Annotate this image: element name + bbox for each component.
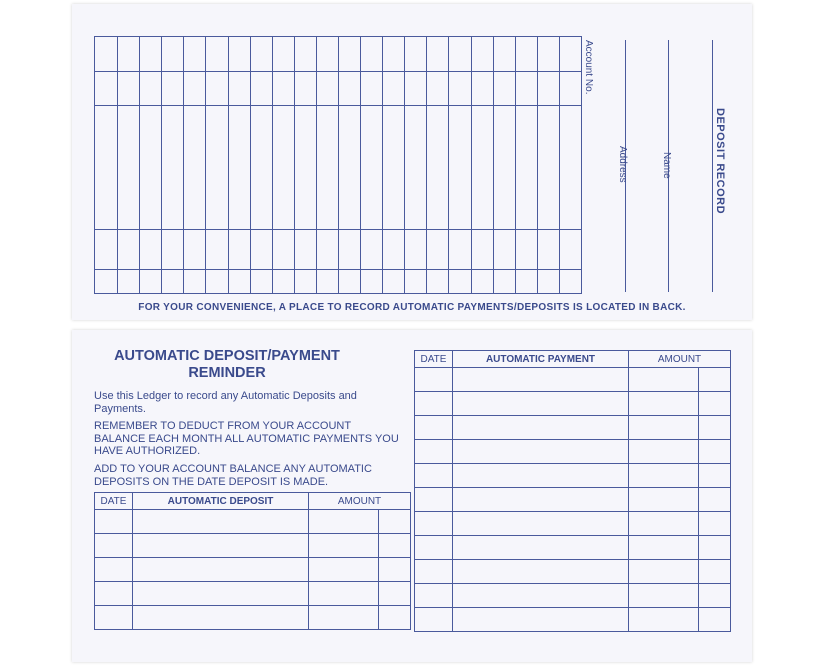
automatic-payment-header: AUTOMATIC PAYMENT bbox=[453, 351, 629, 368]
table-row bbox=[415, 536, 731, 560]
ledger-cell bbox=[453, 440, 629, 464]
amount-header: AMOUNT bbox=[309, 493, 411, 510]
ledger-cell bbox=[95, 582, 133, 606]
table-row bbox=[415, 416, 731, 440]
ledger-cell bbox=[415, 392, 453, 416]
deduct-note: REMEMBER TO DEDUCT FROM YOUR ACCOUNT BALANCE EACH MONTH ALL AUTOMATIC PAYMENTS YOU HAVE AUTHORIZED. bbox=[94, 420, 399, 457]
reminder-title bbox=[102, 348, 352, 382]
table-row bbox=[95, 510, 411, 534]
grid-column-line bbox=[139, 37, 140, 293]
ledger-cell bbox=[95, 510, 133, 534]
reminder-title-line2: REMINDER bbox=[188, 365, 266, 381]
name-label: Name bbox=[661, 152, 672, 179]
grid-column-line bbox=[316, 37, 317, 293]
ledger-cell bbox=[309, 558, 379, 582]
grid-column-line bbox=[382, 37, 383, 293]
ledger-cell bbox=[133, 582, 309, 606]
ledger-cell bbox=[415, 416, 453, 440]
grid-column-line bbox=[493, 37, 494, 293]
ledger-cell bbox=[453, 488, 629, 512]
ledger-cell bbox=[629, 536, 699, 560]
table-row bbox=[95, 534, 411, 558]
grid-column-line bbox=[404, 37, 405, 293]
grid-column-line bbox=[448, 37, 449, 293]
deposit-record-page bbox=[72, 4, 752, 320]
amount-header: AMOUNT bbox=[629, 351, 731, 368]
ledger-cell bbox=[699, 488, 731, 512]
table-row bbox=[415, 608, 731, 632]
ledger-cell bbox=[629, 584, 699, 608]
grid-column-line bbox=[228, 37, 229, 293]
table-row bbox=[415, 560, 731, 584]
table-row bbox=[95, 582, 411, 606]
ledger-cell bbox=[415, 536, 453, 560]
ledger-cell bbox=[379, 510, 411, 534]
ledger-cell bbox=[133, 534, 309, 558]
ledger-cell bbox=[95, 534, 133, 558]
add-note: ADD TO YOUR ACCOUNT BALANCE ANY AUTOMATIC DEPOSITS ON THE DATE DEPOSIT IS MADE. bbox=[94, 463, 372, 488]
table-row bbox=[95, 558, 411, 582]
grid-row-line bbox=[95, 105, 581, 106]
ledger-cell bbox=[415, 368, 453, 392]
table-row bbox=[415, 464, 731, 488]
table-row bbox=[415, 584, 731, 608]
date-header: DATE bbox=[415, 351, 453, 368]
grid-column-line bbox=[515, 37, 516, 293]
footer-note: FOR YOUR CONVENIENCE, A PLACE TO RECORD AUTOMATIC PAYMENTS/DEPOSITS IS LOCATED IN BACK. bbox=[138, 302, 686, 313]
ledger-cell bbox=[379, 534, 411, 558]
ledger-cell bbox=[453, 416, 629, 440]
ledger-cell bbox=[699, 368, 731, 392]
grid-column-line bbox=[338, 37, 339, 293]
ledger-cell bbox=[309, 510, 379, 534]
grid-column-line bbox=[183, 37, 184, 293]
ledger-cell bbox=[629, 464, 699, 488]
ledger-cell bbox=[629, 368, 699, 392]
table-row bbox=[415, 488, 731, 512]
ledger-cell bbox=[699, 416, 731, 440]
ledger-cell bbox=[629, 560, 699, 584]
ledger-cell bbox=[309, 534, 379, 558]
ledger-cell bbox=[415, 608, 453, 632]
date-header: DATE bbox=[95, 493, 133, 510]
grid-column-line bbox=[471, 37, 472, 293]
grid-column-line bbox=[559, 37, 560, 293]
intro-text: Use this Ledger to record any Automatic Deposits and Payments. bbox=[94, 390, 357, 415]
ledger-cell bbox=[415, 488, 453, 512]
ledger-cell bbox=[699, 608, 731, 632]
ledger-cell bbox=[379, 606, 411, 630]
table-row bbox=[415, 440, 731, 464]
grid-column-line bbox=[117, 37, 118, 293]
ledger-cell bbox=[699, 392, 731, 416]
ledger-cell bbox=[415, 464, 453, 488]
ledger-cell bbox=[95, 558, 133, 582]
automatic-deposit-header: AUTOMATIC DEPOSIT bbox=[133, 493, 309, 510]
grid-column-line bbox=[360, 37, 361, 293]
ledger-cell bbox=[415, 440, 453, 464]
ledger-cell bbox=[699, 560, 731, 584]
table-header-row bbox=[95, 493, 411, 510]
name-rule bbox=[712, 40, 713, 292]
ledger-cell bbox=[95, 606, 133, 630]
ledger-cell bbox=[453, 392, 629, 416]
ledger-cell bbox=[453, 536, 629, 560]
ledger-cell bbox=[415, 584, 453, 608]
ledger-cell bbox=[699, 584, 731, 608]
ledger-cell bbox=[453, 512, 629, 536]
grid-column-line bbox=[426, 37, 427, 293]
grid-column-line bbox=[537, 37, 538, 293]
automatic-deposit-table bbox=[94, 492, 411, 630]
ledger-cell bbox=[379, 558, 411, 582]
ledger-cell bbox=[453, 464, 629, 488]
deposit-record-title: DEPOSIT RECORD bbox=[714, 108, 726, 215]
grid-row-line bbox=[95, 269, 581, 270]
ledger-cell bbox=[453, 608, 629, 632]
ledger-cell bbox=[309, 606, 379, 630]
grid-column-line bbox=[161, 37, 162, 293]
ledger-cell bbox=[133, 606, 309, 630]
grid-row-line bbox=[95, 229, 581, 230]
ledger-cell bbox=[629, 488, 699, 512]
table-header-row bbox=[415, 351, 731, 368]
ledger-cell bbox=[699, 464, 731, 488]
ledger-cell bbox=[133, 510, 309, 534]
ledger-cell bbox=[629, 608, 699, 632]
ledger-cell bbox=[699, 536, 731, 560]
deposit-record-grid bbox=[94, 36, 582, 294]
reminder-title-line1: AUTOMATIC DEPOSIT/PAYMENT bbox=[114, 348, 340, 364]
ledger-cell bbox=[629, 392, 699, 416]
ledger-cell bbox=[453, 584, 629, 608]
ledger-cell bbox=[629, 512, 699, 536]
ledger-cell bbox=[453, 560, 629, 584]
table-row bbox=[415, 512, 731, 536]
grid-column-line bbox=[272, 37, 273, 293]
ledger-cell bbox=[309, 582, 379, 606]
account-number-label: Account No. bbox=[583, 40, 594, 95]
ledger-cell bbox=[699, 440, 731, 464]
grid-column-line bbox=[250, 37, 251, 293]
ledger-cell bbox=[415, 512, 453, 536]
grid-row-line bbox=[95, 71, 581, 72]
ledger-cell bbox=[415, 560, 453, 584]
ledger-cell bbox=[453, 368, 629, 392]
grid-column-line bbox=[205, 37, 206, 293]
grid-column-line bbox=[294, 37, 295, 293]
ledger-cell bbox=[133, 558, 309, 582]
ledger-cell bbox=[629, 416, 699, 440]
ledger-cell bbox=[629, 440, 699, 464]
table-row bbox=[415, 368, 731, 392]
ledger-cell bbox=[699, 512, 731, 536]
address-label: Address bbox=[617, 146, 628, 183]
automatic-payment-table bbox=[414, 350, 731, 632]
ledger-cell bbox=[379, 582, 411, 606]
table-row bbox=[415, 392, 731, 416]
table-row bbox=[95, 606, 411, 630]
reminder-page bbox=[72, 330, 752, 662]
